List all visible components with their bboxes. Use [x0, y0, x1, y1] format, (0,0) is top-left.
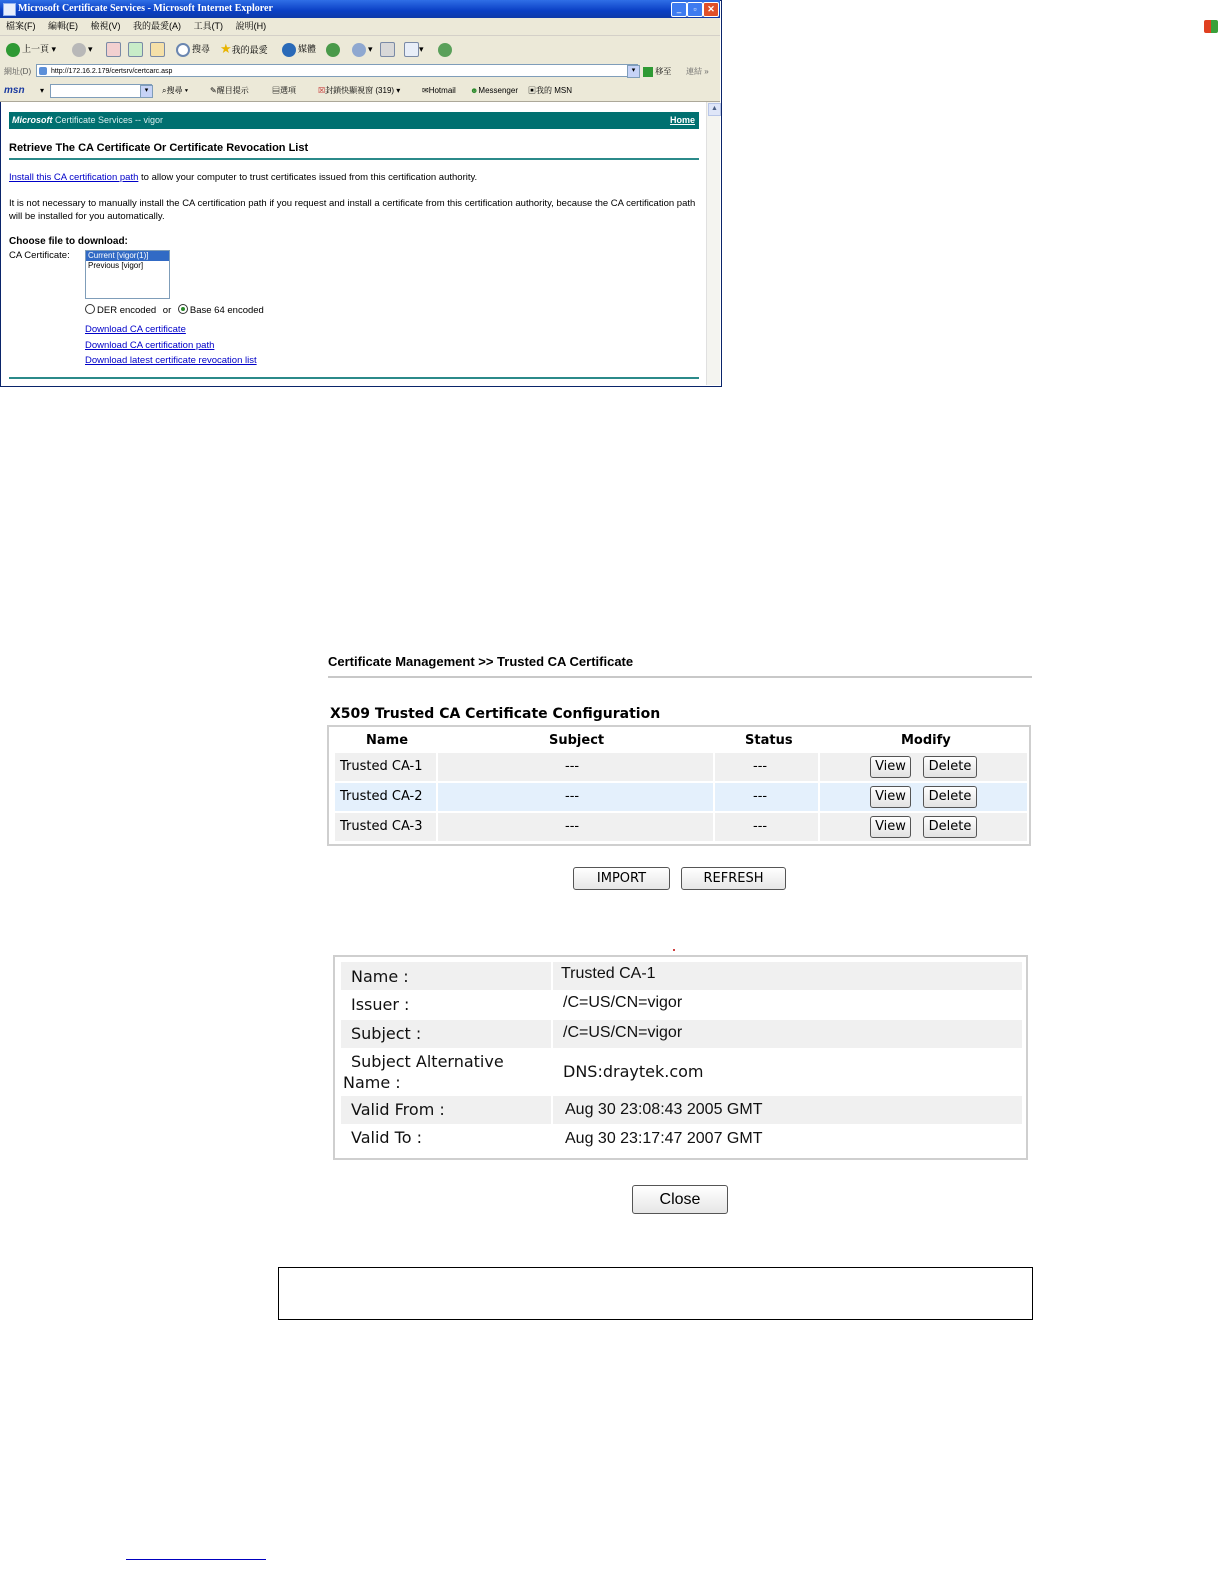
- microsoft-brand: Microsoft: [12, 115, 53, 125]
- column-divider: [436, 753, 438, 781]
- choose-file-label: Choose file to download:: [9, 236, 128, 247]
- import-button[interactable]: IMPORT: [573, 867, 670, 890]
- print-button[interactable]: [380, 40, 395, 58]
- column-divider: [713, 783, 715, 811]
- msn-search-label: 搜尋: [166, 86, 183, 95]
- base64-radio[interactable]: [178, 304, 188, 314]
- detail-value: /C=US/CN=vigor: [563, 1024, 683, 1041]
- links-label[interactable]: 連結 »: [686, 67, 709, 76]
- mail-button[interactable]: ▾: [352, 40, 373, 58]
- detail-row-name: [341, 962, 1022, 990]
- close-icon[interactable]: ✕: [703, 2, 719, 17]
- msn-search-icon: ⌕: [162, 86, 167, 95]
- menu-file[interactable]: 檔案(F): [6, 21, 36, 31]
- install-ca-path-link[interactable]: Install this CA certification path: [9, 172, 139, 183]
- favorites-label: 我的最愛: [231, 45, 268, 55]
- detail-value: /C=US/CN=vigor: [563, 994, 683, 1011]
- column-divider: [818, 813, 820, 841]
- options-label: 選項: [280, 86, 296, 95]
- media-icon: [282, 43, 296, 57]
- ca-option-previous[interactable]: Previous [vigor]: [88, 261, 144, 270]
- detail-label-line2: Name :: [343, 1073, 401, 1092]
- row-subject: ---: [565, 789, 580, 804]
- certsrv-header: Certificate Services -- vigor: [55, 115, 164, 125]
- my-msn-icon: ▣: [528, 86, 536, 95]
- encoding-radios: [85, 304, 264, 316]
- certsrv-header-bar: [9, 112, 699, 129]
- column-divider: [713, 813, 715, 841]
- der-label: DER encoded: [97, 305, 157, 316]
- footnote-rule: [126, 1559, 266, 1560]
- download-ca-certificate-link[interactable]: Download CA certificate: [85, 324, 186, 335]
- decorative-dot: [673, 949, 675, 951]
- standard-toolbar: [0, 36, 720, 63]
- detail-value: Aug 30 23:08:43 2005 GMT: [565, 1101, 763, 1118]
- menu-edit[interactable]: 編輯(E): [48, 21, 79, 31]
- detail-label-line1: Subject Alternative: [351, 1052, 504, 1071]
- certsrv-page: [1, 102, 704, 385]
- mail-icon: [352, 43, 366, 57]
- detail-label: Issuer :: [351, 995, 410, 1014]
- row-status: ---: [753, 759, 768, 774]
- stop-icon: [106, 42, 121, 57]
- back-button[interactable]: 上一頁 ▾: [6, 40, 56, 58]
- msn-dropdown-icon[interactable]: ▾: [40, 86, 45, 95]
- note-box: [278, 1267, 1033, 1320]
- table-row: [335, 783, 1027, 811]
- refresh-button[interactable]: REFRESH: [681, 867, 786, 890]
- minimize-icon[interactable]: _: [671, 2, 687, 17]
- view-button[interactable]: View: [870, 756, 911, 778]
- msn-search-button[interactable]: ⌕搜尋 ▾: [162, 86, 189, 95]
- forward-arrow-icon: [72, 43, 86, 57]
- stop-button[interactable]: [106, 40, 121, 58]
- delete-button[interactable]: Delete: [923, 786, 977, 808]
- detail-row-san: [341, 1048, 1022, 1096]
- go-label: 移至: [655, 67, 672, 76]
- column-divider: [551, 962, 553, 990]
- row-subject: ---: [565, 819, 580, 834]
- forward-button[interactable]: ▾: [72, 40, 93, 58]
- column-divider: [551, 1096, 553, 1124]
- header-modify: Modify: [901, 733, 951, 748]
- menu-favorites[interactable]: 我的最愛(A): [133, 21, 182, 31]
- hotmail-label: Hotmail: [428, 86, 456, 95]
- detail-value: Trusted CA-1: [561, 965, 656, 982]
- column-divider: [436, 783, 438, 811]
- my-msn-label: 我的 MSN: [536, 86, 572, 95]
- detail-row-valid-from: [341, 1096, 1022, 1124]
- go-button[interactable]: [643, 62, 671, 81]
- hotmail-button[interactable]: [422, 81, 456, 101]
- back-label: 上一頁: [22, 44, 50, 54]
- install-paragraph: [9, 171, 699, 184]
- messenger-label: Messenger: [478, 86, 518, 95]
- detail-label: Name :: [351, 967, 409, 986]
- download-ca-path-link[interactable]: Download CA certification path: [85, 339, 215, 351]
- trusted-ca-table: [327, 725, 1031, 846]
- popup-blocker-label: 封鎖快顯視窗 (319): [325, 86, 395, 95]
- address-input[interactable]: http://172.16.2.179/certsrv/certcarc.asp: [36, 64, 638, 77]
- view-button[interactable]: View: [870, 786, 911, 808]
- msn-search-input[interactable]: [50, 84, 152, 98]
- row-name: Trusted CA-2: [340, 789, 423, 804]
- column-divider: [713, 753, 715, 781]
- menu-view[interactable]: 檢視(V): [90, 21, 121, 31]
- popup-blocker-button[interactable]: ☒封鎖快顯視窗 (319) ▾: [318, 86, 401, 95]
- breadcrumb-divider: [328, 676, 1032, 678]
- header-status: Status: [745, 733, 793, 748]
- or-text: or: [162, 305, 172, 316]
- menu-help[interactable]: 說明(H): [235, 21, 267, 31]
- row-subject: ---: [565, 759, 580, 774]
- column-divider: [818, 753, 820, 781]
- media-label: 媒體: [298, 44, 317, 54]
- refresh-button[interactable]: [128, 40, 143, 58]
- config-title: X509 Trusted CA Certificate Configuration: [330, 706, 661, 722]
- detail-label: Valid From :: [351, 1100, 445, 1119]
- maximize-icon[interactable]: ▫: [687, 2, 703, 17]
- refresh-icon: [128, 42, 143, 57]
- menu-tools[interactable]: 工具(T): [193, 21, 224, 31]
- column-divider: [436, 813, 438, 841]
- ca-option-current[interactable]: Current [vigor(1)]: [86, 251, 169, 261]
- msn-toolbar: [0, 81, 720, 102]
- download-links: [85, 322, 257, 369]
- install-text: to allow your computer to trust certificates issued from this certification authority.: [138, 172, 478, 183]
- edit-icon: [404, 42, 419, 57]
- highlight-label: 醒目提示: [216, 86, 249, 95]
- hotmail-icon: ✉: [422, 86, 429, 95]
- page-breadcrumb: Certificate Management >> Trusted CA Certificate: [328, 654, 634, 669]
- column-divider: [551, 1020, 553, 1048]
- history-button[interactable]: [326, 40, 342, 58]
- close-button[interactable]: Close: [632, 1185, 728, 1214]
- view-button[interactable]: View: [870, 816, 911, 838]
- ie-browser-window: [0, 0, 722, 387]
- row-name: Trusted CA-1: [340, 759, 423, 774]
- favorites-button[interactable]: [220, 40, 268, 58]
- messenger-button[interactable]: [438, 40, 454, 58]
- der-radio[interactable]: [85, 304, 95, 314]
- row-status: ---: [753, 789, 768, 804]
- certsrv-heading: Retrieve The CA Certificate Or Certificate Revocation List: [9, 142, 309, 154]
- install-note: It is not necessary to manually install the CA certification path if you request and install a certificate from this certification authority, because the CA certification path will be installed for you automatically.: [9, 198, 696, 222]
- address-dropdown-icon[interactable]: ▾: [627, 65, 640, 78]
- detail-row-subject: [341, 1020, 1022, 1048]
- base64-label: Base 64 encoded: [189, 305, 264, 316]
- msn-messenger-icon: ☻: [470, 86, 479, 95]
- scroll-up-icon[interactable]: ▲: [708, 103, 721, 116]
- ie-page-icon: [3, 3, 16, 16]
- detail-row-valid-to: [341, 1124, 1022, 1154]
- links-text: 連結: [686, 67, 702, 76]
- highlight-icon: ✎: [210, 86, 217, 95]
- download-crl-link[interactable]: Download latest certificate revocation list: [85, 355, 257, 366]
- media-button[interactable]: [282, 40, 316, 58]
- row-status: ---: [753, 819, 768, 834]
- footer-divider: [9, 377, 699, 379]
- msn-search-dropdown-icon[interactable]: ▾: [140, 85, 153, 98]
- star-icon: ★: [220, 41, 232, 56]
- home-link[interactable]: Home: [669, 115, 695, 125]
- delete-button[interactable]: Delete: [923, 756, 977, 778]
- back-arrow-icon: [6, 43, 20, 57]
- search-label: 搜尋: [192, 44, 211, 54]
- history-icon: [326, 43, 340, 57]
- detail-value: DNS:draytek.com: [563, 1062, 704, 1081]
- detail-value: Aug 30 23:17:47 2007 GMT: [565, 1130, 763, 1147]
- delete-button[interactable]: Delete: [923, 816, 977, 838]
- ca-certificate-label: CA Certificate:: [9, 250, 70, 261]
- window-title: Microsoft Certificate Services - Microsoft Internet Explorer: [18, 3, 273, 14]
- highlight-button[interactable]: [210, 81, 249, 101]
- go-arrow-icon: [643, 67, 653, 77]
- row-name: Trusted CA-3: [340, 819, 423, 834]
- table-row: [335, 813, 1027, 841]
- messenger-icon: [438, 43, 452, 57]
- menu-bar: [0, 18, 720, 36]
- messenger-link[interactable]: [470, 81, 518, 101]
- detail-label: Valid To :: [351, 1128, 422, 1147]
- home-icon: [150, 42, 165, 57]
- vertical-scrollbar[interactable]: [706, 102, 720, 385]
- address-bar: [0, 62, 720, 81]
- header-name: Name: [366, 733, 409, 748]
- certificate-details-table: [333, 955, 1028, 1160]
- search-icon: [176, 43, 190, 57]
- ca-certificate-listbox[interactable]: [85, 250, 170, 299]
- print-icon: [380, 42, 395, 57]
- detail-label: Subject :: [351, 1024, 422, 1043]
- table-row: [335, 753, 1027, 781]
- address-label: 網址(D): [4, 67, 32, 76]
- blocked-icon: ☒: [318, 86, 326, 95]
- msn-logo[interactable]: msn: [4, 85, 25, 96]
- options-icon: ▤: [272, 86, 280, 95]
- my-msn-link[interactable]: [528, 81, 572, 101]
- heading-divider: [9, 158, 699, 160]
- title-bar: [0, 0, 720, 18]
- home-button[interactable]: [150, 40, 165, 58]
- detail-row-issuer: [341, 990, 1022, 1020]
- search-button[interactable]: [176, 40, 210, 58]
- column-divider: [818, 783, 820, 811]
- options-button[interactable]: [272, 81, 296, 101]
- edit-button[interactable]: ▾: [404, 40, 424, 58]
- header-subject: Subject: [549, 733, 605, 748]
